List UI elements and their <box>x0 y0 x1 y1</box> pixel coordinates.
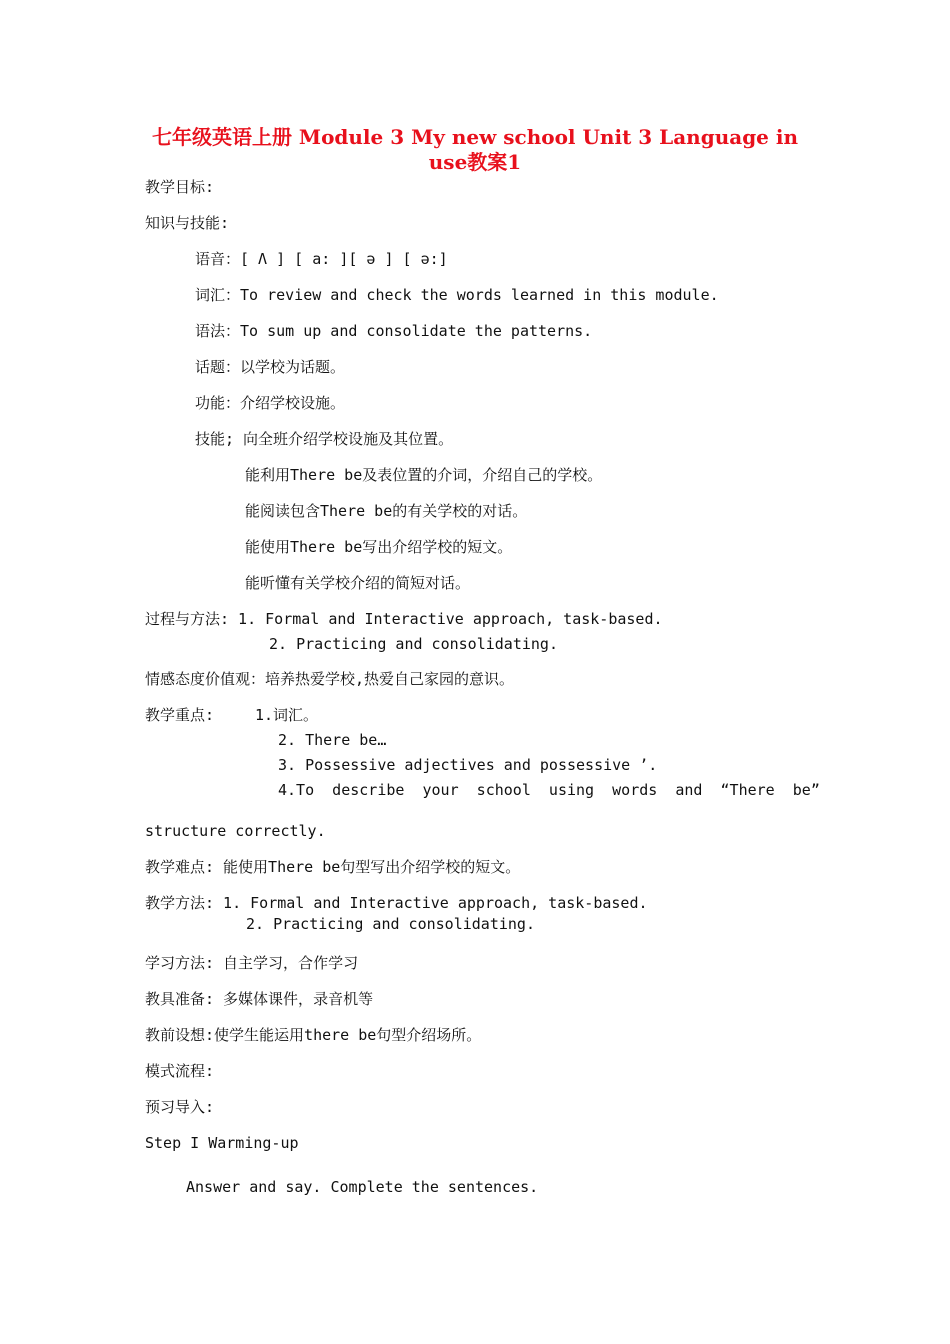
assumption-line: 教前设想:使学生能运用there be句型介绍场所。 <box>145 1026 482 1044</box>
process-method-line-2: 2. Practicing and consolidating. <box>269 635 558 653</box>
skill-item: 能使用There be写出介绍学校的短文。 <box>245 538 513 556</box>
document-title-line-1: 七年级英语上册 Module 3 My new school Unit 3 Language in <box>151 125 799 149</box>
keypoint-item: 2. There be… <box>278 731 387 749</box>
skill-item: 能听懂有关学校介绍的简短对话。 <box>245 574 471 592</box>
keypoint-item: 1.词汇。 <box>255 706 319 724</box>
vocabulary-line: 词汇：To review and check the words learned in this module. <box>195 286 719 304</box>
preview-heading: 预习导入: <box>145 1098 215 1116</box>
objectives-heading: 教学目标: <box>145 178 215 196</box>
skill-item: 能利用There be及表位置的介词，介绍自己的学校。 <box>245 466 603 484</box>
process-method-line-1: 过程与方法: 1. Formal and Interactive approach, task-based. <box>145 610 663 628</box>
skills-line: 技能; 向全班介绍学校设施及其位置。 <box>195 430 454 448</box>
teaching-method-line-1: 教学方法: 1. Formal and Interactive approach, task-based. <box>145 894 648 912</box>
grammar-line: 语法：To sum up and consolidate the patterns. <box>195 322 593 340</box>
learning-method-line: 学习方法: 自主学习，合作学习 <box>145 954 359 972</box>
emotion-line: 情感态度价值观：培养热爱学校,热爱自己家园的意识。 <box>145 670 515 688</box>
equipment-line: 教具准备: 多媒体课件，录音机等 <box>145 990 374 1008</box>
mode-heading: 模式流程: <box>145 1062 215 1080</box>
teaching-method-line-2: 2. Practicing and consolidating. <box>246 915 535 933</box>
keypoint-item: 4.To describe your school using words and “There be” <box>278 781 820 799</box>
document-title-line-2: use教案1 <box>428 150 522 174</box>
topic-line: 话题：以学校为话题。 <box>195 358 346 376</box>
skill-item: 能阅读包含There be的有关学校的对话。 <box>245 502 528 520</box>
keypoint-item-continuation: structure correctly. <box>145 822 326 840</box>
keypoints-heading: 教学重点: <box>145 706 215 724</box>
knowledge-heading: 知识与技能: <box>145 214 230 232</box>
step-heading: Step I Warming-up <box>145 1134 299 1152</box>
pronunciation-line: 语音：[ Λ ] [ a: ][ ə ] [ ə:] <box>195 250 448 268</box>
step-task-line: Answer and say. Complete the sentences. <box>186 1178 539 1196</box>
difficulty-line: 教学难点: 能使用There be句型写出介绍学校的短文。 <box>145 858 521 876</box>
keypoint-item: 3. Possessive adjectives and possessive ’. <box>278 756 658 774</box>
function-line: 功能：介绍学校设施。 <box>195 394 346 412</box>
